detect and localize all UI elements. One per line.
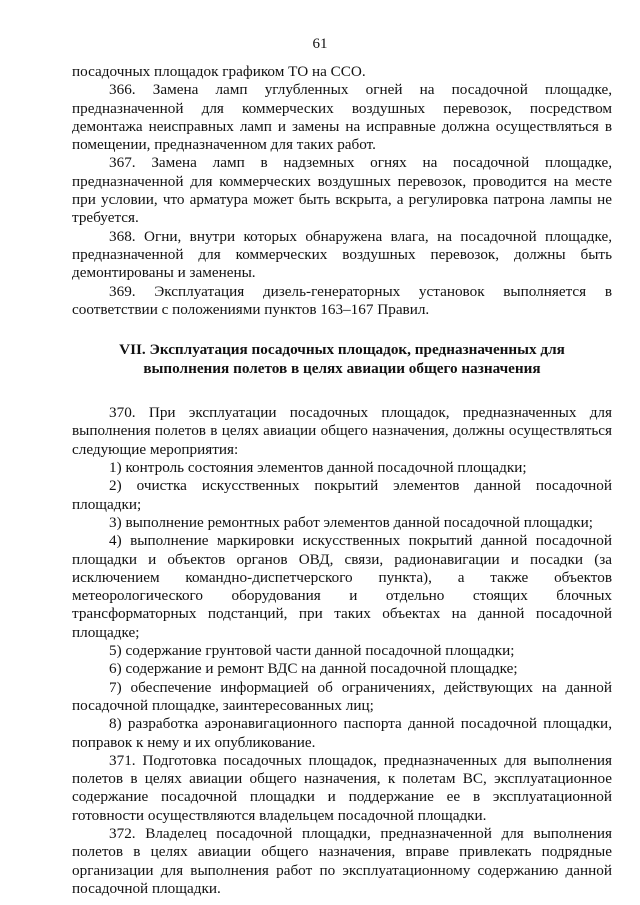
paragraph-369: 369. Эксплуатация дизель-генераторных установок выполняется в соответствии с положениями пунктов 163–167 Правил. (72, 282, 612, 318)
paragraph-371: 371. Подготовка посадочных площадок, предназначенных для выполнения полетов в целях авиации общего назначения, к полетам ВС, эксплуатационное содержание посадочной площадки и поддержание ее в эксплуатационной готовности осуществляются владельцем посадочной площадки. (72, 751, 612, 824)
list-item-3: 3) выполнение ремонтных работ элементов данной посадочной площадки; (109, 513, 593, 531)
list-item-2: 2) очистка искусственных покрытий элементов данной посадочной площадки; (72, 477, 612, 513)
section-heading-line2: выполнения полетов в целях авиации общего назначения (143, 359, 541, 377)
paragraph-372: 372. Владелец посадочной площадки, предназначенной для выполнения полетов в целях авиации общего назначения, вправе привлекать подрядные организации для выполнения работ по эксплуатационному содержанию данной посадочной площадки. (72, 824, 612, 897)
paragraphs-before-section (72, 63, 612, 319)
document-body (72, 63, 612, 898)
page-number: 61 (312, 36, 328, 52)
list-item-8: 8) разработка аэронавигационного паспорта данной посадочной площадки, поправок к нему и их опубликование. (72, 715, 612, 751)
paragraph-366: 366. Замена ламп углубленных огней на посадочной площадке, предназначенной для коммерческих воздушных перевозок, посредством демонтажа неисправных ламп и замены на исправные должна осуществляться в помещении, предназначенном для таких работ. (72, 81, 612, 154)
list-item-6: 6) содержание и ремонт ВДС на данной посадочной площадке; (109, 660, 518, 678)
list-item-7: 7) обеспечение информацией об ограничениях, действующих на данной посадочной площадке, заинтересованных лиц; (72, 678, 612, 714)
list-item-1: 1) контроль состояния элементов данной посадочной площадки; (109, 459, 527, 477)
paragraph-370: 370. При эксплуатации посадочных площадок, предназначенных для выполнения полетов в целях авиации общего назначения, должны осуществляться следующие мероприятия: (72, 404, 612, 458)
paragraphs-after-section (72, 404, 612, 898)
list-item-4: 4) выполнение маркировки искусственных покрытий данной посадочной площадки и объектов органов ОВД, связи, радионавигации и посадки (за исключением командно-диспетчерского пункта), а также объектов метеорологического оборудования и отдельно стоящих блочных трансформаторных подстанций, при таких объектах на данной посадочной площадке; (72, 532, 612, 641)
list-item-5: 5) содержание грунтовой части данной посадочной площадки; (109, 642, 515, 660)
paragraph-368: 368. Огни, внутри которых обнаружена влага, на посадочной площадке, предназначенной для коммерческих воздушных перевозок, должны быть демонтированы и заменены. (72, 227, 612, 282)
paragraph-367: 367. Замена ламп в надземных огнях на посадочной площадке, предназначенной для коммерческих воздушных перевозок, проводится на месте при условии, что арматура может быть вскрыта, а регулировка патрона лампы не требуется. (72, 154, 612, 227)
section-heading-line1: VII. Эксплуатация посадочных площадок, предназначенных для (119, 341, 565, 359)
paragraph-continued: посадочных площадок графиком ТО на ССО. (72, 63, 366, 80)
section-heading (72, 341, 612, 378)
